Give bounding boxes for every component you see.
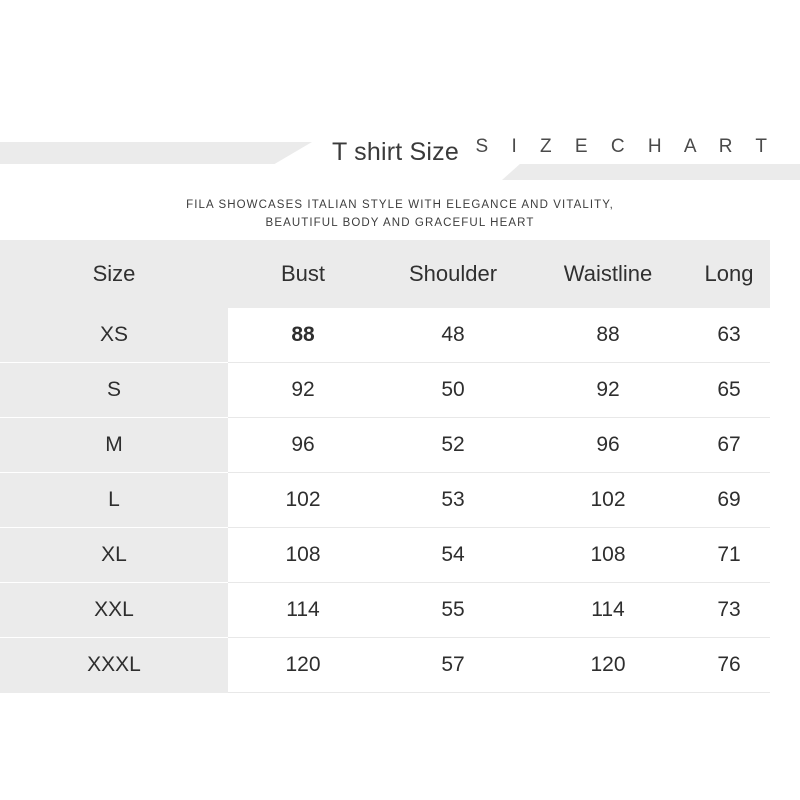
table-row bbox=[0, 528, 770, 583]
table-row bbox=[0, 418, 770, 473]
cell-size: XXL bbox=[0, 583, 228, 638]
table-row bbox=[0, 583, 770, 638]
cell-long: 73 bbox=[688, 583, 770, 638]
column-header-bust: Bust bbox=[228, 240, 378, 308]
cell-waistline: 88 bbox=[528, 308, 688, 363]
tagline-line-2: BEAUTIFUL BODY AND GRACEFUL HEART bbox=[265, 217, 535, 229]
size-table-wrapper bbox=[0, 240, 800, 693]
cell-size: L bbox=[0, 473, 228, 528]
size-table-head bbox=[0, 240, 770, 308]
table-row bbox=[0, 638, 770, 693]
column-header-long: Long bbox=[688, 240, 770, 308]
cell-shoulder: 52 bbox=[378, 418, 528, 473]
cell-waistline: 96 bbox=[528, 418, 688, 473]
table-row bbox=[0, 308, 770, 363]
cell-bust: 92 bbox=[228, 363, 378, 418]
cell-long: 65 bbox=[688, 363, 770, 418]
cell-long: 63 bbox=[688, 308, 770, 363]
cell-bust: 108 bbox=[228, 528, 378, 583]
page-subtitle: S I Z E C H A R T bbox=[475, 136, 776, 157]
brand-tagline bbox=[0, 196, 800, 232]
cell-waistline: 108 bbox=[528, 528, 688, 583]
cell-waistline: 120 bbox=[528, 638, 688, 693]
cell-long: 69 bbox=[688, 473, 770, 528]
cell-bust: 114 bbox=[228, 583, 378, 638]
cell-long: 67 bbox=[688, 418, 770, 473]
cell-size: S bbox=[0, 363, 228, 418]
cell-shoulder: 54 bbox=[378, 528, 528, 583]
cell-size: M bbox=[0, 418, 228, 473]
table-row bbox=[0, 363, 770, 418]
cell-bust: 96 bbox=[228, 418, 378, 473]
cell-long: 76 bbox=[688, 638, 770, 693]
cell-bust: 102 bbox=[228, 473, 378, 528]
cell-waistline: 114 bbox=[528, 583, 688, 638]
column-header-shoulder: Shoulder bbox=[378, 240, 528, 308]
header-band-right bbox=[502, 164, 800, 180]
table-row bbox=[0, 473, 770, 528]
cell-size: XXXL bbox=[0, 638, 228, 693]
column-header-size: Size bbox=[0, 240, 228, 308]
cell-shoulder: 50 bbox=[378, 363, 528, 418]
table-header-row bbox=[0, 240, 770, 308]
cell-size: XS bbox=[0, 308, 228, 363]
cell-waistline: 92 bbox=[528, 363, 688, 418]
cell-bust: 88 bbox=[228, 308, 378, 363]
cell-shoulder: 53 bbox=[378, 473, 528, 528]
cell-shoulder: 55 bbox=[378, 583, 528, 638]
tagline-line-1: FILA SHOWCASES ITALIAN STYLE WITH ELEGANCE AND VITALITY, bbox=[186, 199, 614, 211]
column-header-waistline: Waistline bbox=[528, 240, 688, 308]
cell-shoulder: 48 bbox=[378, 308, 528, 363]
cell-long: 71 bbox=[688, 528, 770, 583]
cell-shoulder: 57 bbox=[378, 638, 528, 693]
cell-bust: 120 bbox=[228, 638, 378, 693]
header-band-left bbox=[0, 142, 312, 164]
chart-header bbox=[0, 128, 800, 188]
cell-waistline: 102 bbox=[528, 473, 688, 528]
cell-size: XL bbox=[0, 528, 228, 583]
size-table bbox=[0, 240, 770, 693]
size-table-body bbox=[0, 308, 770, 693]
page-title: T shirt Size bbox=[332, 138, 459, 166]
